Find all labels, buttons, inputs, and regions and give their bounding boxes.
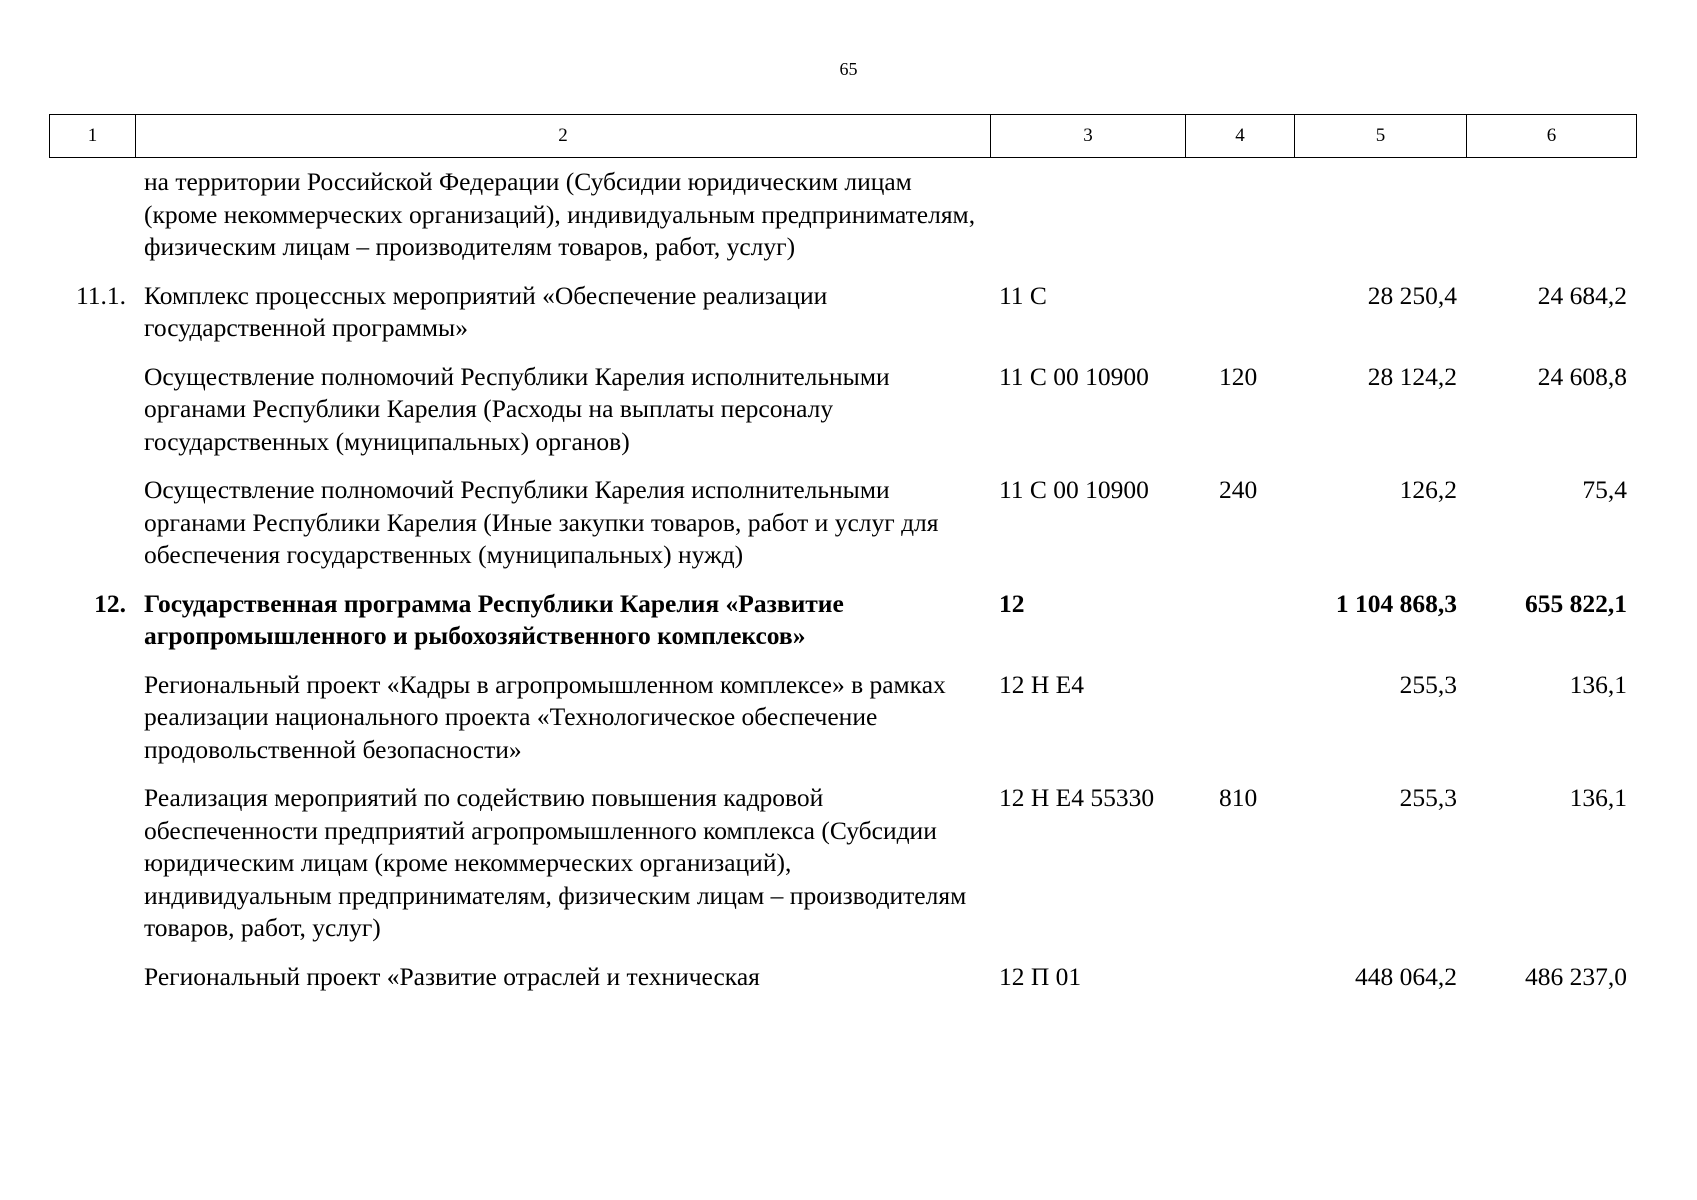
row-number: 11.1.: [75, 280, 126, 310]
row-name: на территории Российской Федерации (Субсидии юридическим лицам (кроме некоммерческих организаций), индивидуальным предпринимателям, физическим лицам – производителям товаров, работ, услуг): [144, 167, 976, 261]
column-header-6: 6: [1467, 115, 1637, 158]
table-row: [49, 782, 1636, 961]
row-expense-type: [1185, 280, 1294, 361]
table-row: [49, 280, 1636, 361]
row-code: 11 С: [999, 280, 1047, 310]
row-amount-col6: 24 608,8: [1537, 361, 1627, 391]
budget-table-body: [49, 166, 1636, 1009]
row-amount-col5: 28 250,4: [1367, 280, 1457, 310]
column-header-2: 2: [136, 115, 991, 158]
row-number: [49, 166, 135, 280]
row-amount-col5: 255,3: [1399, 669, 1457, 699]
row-amount-col6: 75,4: [1582, 475, 1627, 504]
row-expense-type: [1185, 166, 1294, 280]
table-row: [49, 361, 1636, 475]
row-number: [49, 782, 135, 961]
row-code: 11 С 00 10900: [999, 361, 1149, 391]
row-amount-col5: 126,2: [1399, 475, 1457, 504]
column-header-3: 3: [991, 115, 1186, 158]
row-number: [49, 474, 135, 588]
column-header-1: 1: [50, 115, 136, 158]
table-row: [49, 474, 1636, 588]
table-row: [49, 669, 1636, 783]
column-header-row: [49, 114, 1637, 158]
row-expense-type: [1185, 669, 1294, 783]
column-header-4: 4: [1186, 115, 1295, 158]
row-name: Региональный проект «Развитие отраслей и техническая: [144, 961, 760, 991]
row-number: [49, 961, 135, 1010]
row-code: 12: [999, 588, 1025, 618]
row-code: 12 П 01: [999, 961, 1082, 991]
row-amount-col6: [1466, 166, 1636, 280]
row-amount-col6: 136,1: [1569, 783, 1627, 812]
row-code: 12 Н Е4 55330: [999, 783, 1155, 812]
row-number: [49, 669, 135, 783]
row-amount-col5: 1 104 868,3: [1335, 588, 1457, 618]
table-row: [49, 588, 1636, 669]
page-number: 65: [839, 59, 858, 79]
table-row: [49, 961, 1636, 1010]
row-amount-col5: 448 064,2: [1355, 961, 1457, 991]
row-code: 12 Н Е4: [999, 669, 1084, 699]
row-amount-col5: [1294, 166, 1466, 280]
row-amount-col6: 24 684,2: [1537, 280, 1627, 310]
row-name: Комплекс процессных мероприятий «Обеспечение реализации государственной программы»: [144, 280, 828, 342]
row-code: 11 С 00 10900: [999, 475, 1149, 504]
budget-table: [49, 166, 1636, 1009]
row-expense-type: 240: [1219, 475, 1258, 504]
row-number: 12.: [94, 588, 126, 618]
row-amount-col6: 136,1: [1569, 669, 1627, 699]
row-amount-col5: 28 124,2: [1367, 361, 1457, 391]
row-expense-type: [1185, 588, 1294, 669]
row-expense-type: 810: [1219, 783, 1258, 812]
row-number: [49, 361, 135, 475]
row-name: Реализация мероприятий по содействию повышения кадровой обеспеченности предприятий агропромышленного комплекса (Субсидии юридическим лицам (кроме некоммерческих организаций), индивидуальным предпринимателям, физическим лицам – производителям товаров, работ, услуг): [144, 783, 967, 942]
table-row: [49, 166, 1636, 280]
row-amount-col6: 655 822,1: [1525, 588, 1627, 618]
row-name: Осуществление полномочий Республики Карелия исполнительными органами Республики Карелия (Расходы на выплаты персоналу государственных (муниципальных) органов): [144, 361, 890, 456]
row-expense-type: [1185, 961, 1294, 1010]
row-amount-col6: 486 237,0: [1525, 961, 1627, 991]
row-code: [990, 166, 1185, 280]
row-expense-type: 120: [1219, 361, 1258, 391]
row-name: Государственная программа Республики Карелия «Развитие агропромышленного и рыбохозяйственного комплексов»: [144, 588, 844, 650]
row-name: Региональный проект «Кадры в агропромышленном комплексе» в рамках реализации национального проекта «Технологическое обеспечение продовольственной безопасности»: [144, 669, 946, 764]
row-amount-col5: 255,3: [1399, 783, 1457, 812]
column-header-5: 5: [1295, 115, 1467, 158]
row-name: Осуществление полномочий Республики Карелия исполнительными органами Республики Карелия (Иные закупки товаров, работ и услуг для обеспечения государственных (муниципальных) нужд): [144, 475, 939, 569]
